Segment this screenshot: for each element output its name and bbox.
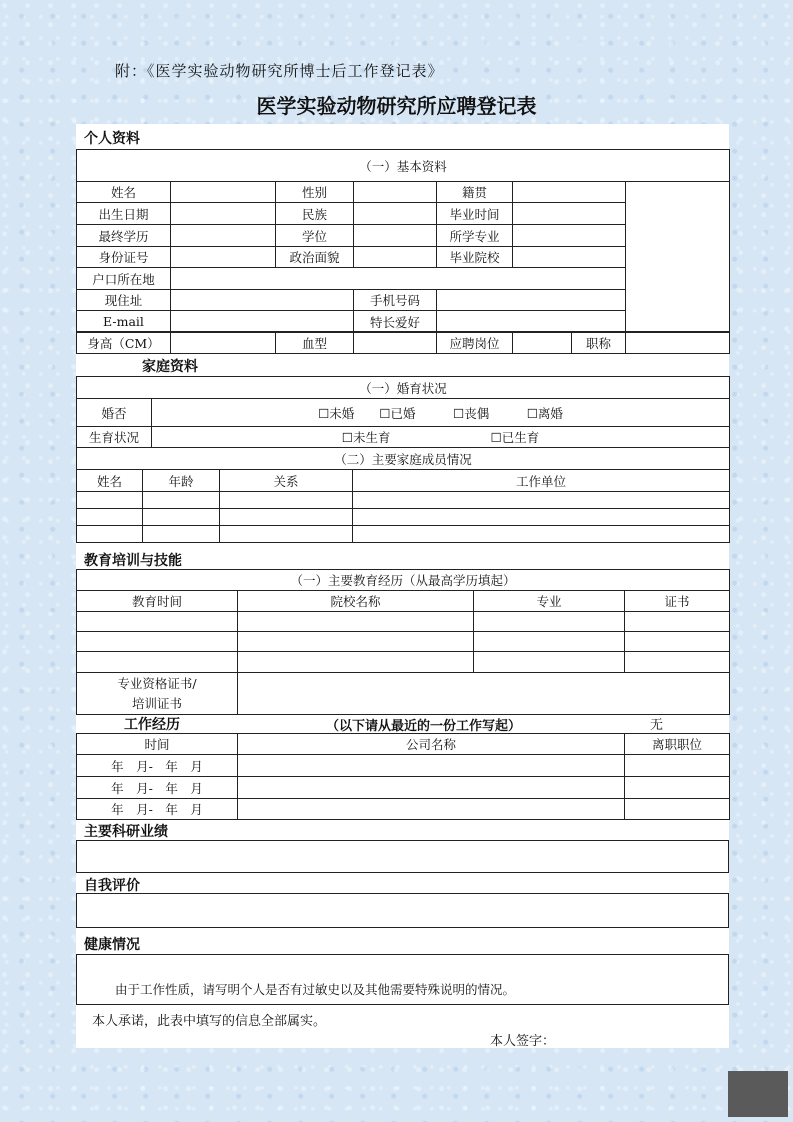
label-married: 婚否 [77,399,152,427]
label-id: 身份证号 [77,247,171,268]
field-ethnic[interactable] [354,203,437,225]
family-sub-heading-2: （二）主要家庭成员情况 [77,448,730,470]
field-height[interactable] [171,332,276,354]
family-sub-heading-1: （一）婚育状况 [77,377,730,399]
col-member-employer: 工作单位 [353,470,730,492]
field-hukou[interactable] [171,268,626,290]
label-major: 所学专业 [437,225,513,247]
field-research[interactable] [77,841,729,873]
label-children: 生育状况 [77,427,152,448]
col-edu-time: 教育时间 [77,591,238,612]
label-degree: 学位 [276,225,354,247]
table-row [77,492,730,509]
cert-label-line-1: 专业资格证书/ [117,675,197,691]
label-school: 毕业院校 [437,247,513,268]
label-grad-time: 毕业时间 [437,203,513,225]
table-row [77,652,730,673]
field-position[interactable] [513,332,572,354]
table-row: 年 月- 年 月 [77,799,730,820]
section-personal-heading: 个人资料 [84,131,140,147]
cert-label-line-2: 培训证书 [131,695,182,711]
label-gender: 性别 [276,182,354,203]
children-options[interactable]: ☐未生育 ☐已生育 [152,427,730,448]
field-edu[interactable] [171,225,276,247]
family-marriage-table [76,376,730,470]
attachment-note: 附：《医学实验动物研究所博士后工作登记表》 [115,62,444,80]
section-education-heading: 教育培训与技能 [84,553,182,569]
pledge-text: 本人承诺，此表中填写的信息全部属实。 [92,1014,327,1029]
section-research-heading: 主要科研业绩 [84,824,168,840]
label-rank: 职称 [572,332,626,354]
label-native: 籍贯 [437,182,513,203]
col-work-company: 公司名称 [238,734,625,755]
field-native[interactable] [513,182,626,203]
section-self-heading: 自我评价 [84,878,140,894]
field-addr[interactable] [171,290,354,311]
education-sub-heading: （一）主要教育经历（从最高学历填起） [77,570,730,591]
photo-box[interactable] [626,182,730,333]
section-health-heading: 健康情况 [84,937,140,953]
table-row [77,526,730,543]
label-position: 应聘岗位 [437,332,513,354]
label-politics: 政治面貌 [276,247,354,268]
married-options[interactable]: ☐未婚 ☐已婚 ☐丧偶 ☐离婚 [152,399,730,427]
label-birth: 出生日期 [77,203,171,225]
field-birth[interactable] [171,203,276,225]
health-box [76,954,729,1005]
field-self-eval[interactable] [77,894,729,928]
personal-table [76,149,730,333]
self-box [76,893,729,928]
col-edu-cert: 证书 [625,591,730,612]
page-title: 医学实验动物研究所应聘登记表 [256,94,537,118]
table-row [77,509,730,526]
table-row [77,632,730,652]
table-row [77,612,730,632]
field-grad-time[interactable] [513,203,626,225]
field-name[interactable] [171,182,276,203]
label-edu: 最终学历 [77,225,171,247]
field-blood[interactable] [354,332,437,354]
health-text[interactable] [77,955,729,1005]
work-none: 无 [650,718,664,733]
signature-label: 本人签字： [490,1034,556,1049]
personal-sub-heading: （一）基本资料 [77,150,730,182]
personal-height-row [76,331,730,354]
field-email[interactable] [171,311,354,333]
health-instructions: 由于工作性质，请写明个人是否有过敏史以及其他需要特殊说明的情况。 [115,982,516,997]
col-member-age: 年龄 [143,470,220,492]
label-height: 身高（CM） [77,332,171,354]
label-hukou: 户口所在地 [77,268,171,290]
col-work-time: 时间 [77,734,238,755]
field-rank[interactable] [626,332,730,354]
field-gender[interactable] [354,182,437,203]
field-id[interactable] [171,247,276,268]
label-name: 姓名 [77,182,171,203]
label-hobby: 特长爱好 [354,311,437,333]
work-note: （以下请从最近的一份工作写起） [326,719,522,734]
section-work-heading: 工作经历 [124,717,180,733]
col-edu-major: 专业 [474,591,625,612]
col-edu-school: 院校名称 [238,591,474,612]
research-box [76,840,729,873]
table-row: 年 月- 年 月 [77,755,730,777]
field-politics[interactable] [354,247,437,268]
col-member-relation: 关系 [220,470,353,492]
col-work-position: 离职职位 [625,734,730,755]
education-table [76,569,730,715]
label-blood: 血型 [276,332,354,354]
field-hobby[interactable] [437,311,626,333]
col-member-name: 姓名 [77,470,143,492]
field-major[interactable] [513,225,626,247]
label-addr: 现住址 [77,290,171,311]
work-table [76,733,730,820]
field-degree[interactable] [354,225,437,247]
label-phone: 手机号码 [354,290,437,311]
label-ethnic: 民族 [276,203,354,225]
corner-block [728,1071,788,1117]
label-certificates [77,673,238,715]
field-phone[interactable] [437,290,626,311]
form-sheet [76,124,729,1048]
section-family-heading: 家庭资料 [142,359,198,375]
field-school[interactable] [513,247,626,268]
field-certificates[interactable] [238,673,730,715]
label-email: E-mail [77,311,171,333]
family-members-table [76,469,730,543]
table-row: 年 月- 年 月 [77,777,730,799]
